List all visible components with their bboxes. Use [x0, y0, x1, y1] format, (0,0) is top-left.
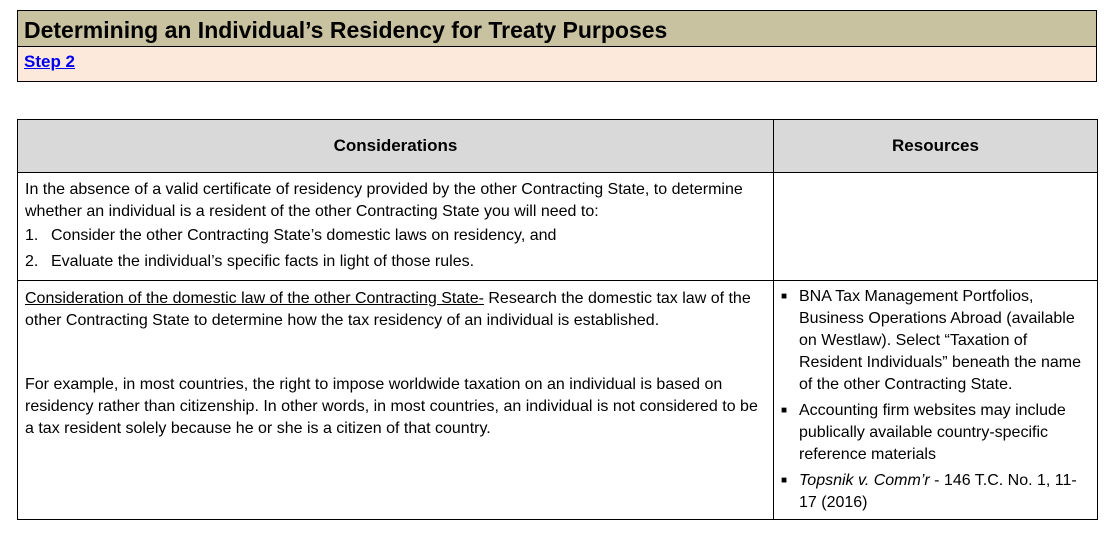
page-header — [17, 10, 1097, 82]
domestic-law-paragraph — [25, 288, 766, 332]
example-paragraph: For example, in most countries, the right to impose worldwide taxation on an individual is based on residency rather than citizenship. In other words, in most countries, an individual is not considered to be a tax resident solely because he or she is a citizen of that country. — [25, 376, 758, 437]
resources-cell-empty — [774, 173, 1098, 281]
table-row — [18, 173, 1098, 281]
domestic-law-text: Research the domestic tax law of the other Contracting State to determine how the tax residency of an individual is established. — [25, 290, 751, 329]
bullet-square-icon: ■ — [781, 475, 788, 486]
resource-text: Accounting firm websites may include publically available country-specific reference materials — [799, 402, 1066, 463]
table-header-row — [18, 120, 1098, 173]
resources-cell — [774, 281, 1098, 520]
bullet-square-icon: ■ — [781, 405, 788, 416]
step-link[interactable]: Step 2 — [24, 52, 76, 71]
table-row — [18, 281, 1098, 520]
list-number: 1. — [25, 227, 39, 244]
resource-text: BNA Tax Management Portfolios, Business Operations Abroad (available on Westlaw). Select “Taxation of Resident Individuals” beneath the name of the other Contracting State. — [799, 288, 1081, 393]
domestic-law-heading: Consideration of the domestic law of the other Contracting State- — [25, 290, 484, 307]
page-title: Determining an Individual’s Residency for Treaty Purposes — [18, 11, 1096, 47]
bullet-square-icon: ■ — [781, 291, 788, 302]
list-item-text: Evaluate the individual’s specific facts in light of those rules. — [51, 253, 475, 270]
list-item — [779, 470, 1090, 514]
column-header-resources: Resources — [774, 120, 1098, 173]
list-item-text: Consider the other Contracting State’s domestic laws on residency, and — [51, 227, 557, 244]
list-item — [25, 249, 766, 275]
case-citation: - 146 T.C. No. 1, 11-17 (2016) — [799, 472, 1077, 511]
resource-list — [775, 282, 1096, 518]
considerations-cell — [18, 281, 774, 520]
list-item — [25, 223, 766, 249]
case-name: Topsnik v. Comm’r — [799, 472, 930, 489]
column-header-considerations: Considerations — [18, 120, 774, 173]
list-item — [779, 286, 1090, 396]
list-number: 2. — [25, 253, 39, 270]
intro-text: In the absence of a valid certificate of residency provided by the other Contracting State, to determine whether an individual is a resident of the other Contracting State you will need to: — [25, 181, 743, 220]
considerations-table — [17, 119, 1098, 520]
step-bar — [18, 47, 1096, 81]
list-item — [779, 400, 1090, 466]
resource-text — [799, 470, 1090, 514]
considerations-cell — [18, 173, 774, 281]
